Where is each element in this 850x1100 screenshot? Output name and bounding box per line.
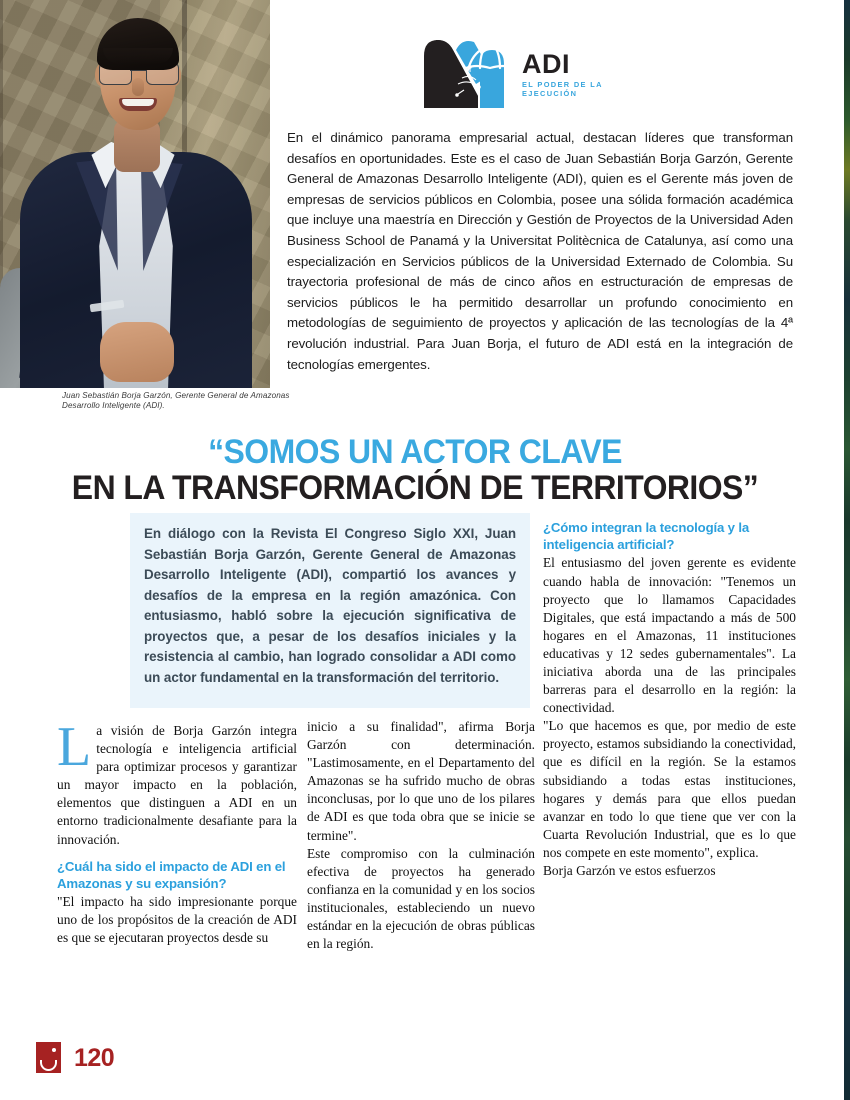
page-number: 120 bbox=[74, 1044, 115, 1072]
photo-caption: Juan Sebastián Borja Garzón, Gerente General de Amazonas Desarrollo Inteligente (ADI). bbox=[62, 391, 290, 411]
subject-nose bbox=[132, 78, 144, 96]
column-1-paragraph-1-text: a visión de Borja Garzón integra tecnología e inteligencia artificial para optimizar procesos y garantizar un mayor impacto en la población, elementos que distinguen a ADI en un entorno tradicionalmente desafiante para la innovación. bbox=[57, 723, 297, 847]
photo-subject bbox=[18, 2, 254, 388]
adi-logo-text bbox=[522, 50, 658, 98]
column-2-paragraph-1: inicio a su finalidad", afirma Borja Garzón con determinación. "Lastimosamente, en el Departamento del Amazonas se ha sufrido mucho de obras inconclusas, por lo que uno de los pilares de ADI es que toda obra que se inicie se termine". bbox=[307, 719, 535, 843]
subject-mouth bbox=[119, 98, 157, 111]
adi-logo bbox=[418, 34, 658, 110]
headline-line-1: “SOMOS UN ACTOR CLAVE bbox=[208, 433, 622, 471]
column-3-paragraph-2: "Lo que hacemos es que, por medio de este proyecto, estamos subsidiando la conectividad, que es difícil en la región. Se la estamos subsidiando a todas estas instituciones, hogares y demás para que ellos puedan avanzar en todo lo que tiene que ver con la Cuarta Revolución Industrial, que es lo que nos compete en este momento", explica. bbox=[543, 718, 796, 860]
column-3-paragraph-1: El entusiasmo del joven gerente es evidente cuando habla de innovación: "Tenemos un proyecto que lo llamamos Capacidades Digitales, que está impactando a más de 500 hogares en el Amazonas, 11 instituciones educativas y 12 sedes gubernamentales". La iniciativa aborda una de las principales barreras para el desarrollo en la región: la conectividad. bbox=[543, 555, 796, 716]
column-1-question-heading: ¿Cuál ha sido el impacto de ADI en el Amazonas y su expansión? bbox=[57, 858, 286, 891]
intro-paragraph: En el dinámico panorama empresarial actual, destacan líderes que transforman desafíos en oportunidades. Este es el caso de Juan Sebastián Borja Garzón, Gerente General de Amazonas Desarrollo Inteligente (ADI), quien es el Gerente más joven de empresas de servicios públicos en Colombia, posee una sólida formación académica que incluye una maestría en Dirección y Gestión de Proyectos de la Universidad Aden Business School de Panamá y la Universitat Politècnica de Catalunya, así como una especialización en Servicios públicos de la Universidad Externado de Colombia. Su trayectoria profesional de más de cinco años en estructuración de empresas de servicios públicos le ha permitido desarrollar un profundo conocimiento en metodologías de seguimiento de proyectos y aplicación de las tecnologías de la 4ª revolución industrial. Para Juan Borja, el futuro de ADI está en la integración de tecnologías emergentes. bbox=[287, 130, 793, 372]
column-3-paragraph-3: Borja Garzón ve estos esfuerzos bbox=[543, 863, 716, 878]
subject-teeth bbox=[122, 99, 154, 106]
standfirst-box bbox=[130, 513, 530, 708]
footer-logo-icon bbox=[36, 1042, 61, 1073]
column-1-paragraph-1 bbox=[57, 716, 297, 849]
page-bleed-strip bbox=[844, 0, 850, 1100]
column-1-paragraph-2: "El impacto ha sido impresionante porque uno de los propósitos de la creación de ADI es que se ejecutaran proyectos desde su bbox=[57, 894, 297, 946]
adi-logo-name: ADI bbox=[522, 49, 570, 79]
portrait-photo bbox=[0, 0, 270, 388]
subject-hair bbox=[97, 18, 179, 70]
body-column-2 bbox=[307, 718, 535, 953]
standfirst-text: En diálogo con la Revista El Congreso Siglo XXI, Juan Sebastián Borja Garzón, Gerente General de Amazonas Desarrollo Inteligente (ADI), compartió los avances y desafíos de la empresa en la región amazónica. Con entusiasmo, habló sobre la ejecución significativa de proyectos que, a pesar de los desafíos iniciales y la resistencia al cambio, han logrado consolidar a ADI como un actor fundamental en la transformación del territorio. bbox=[144, 526, 516, 685]
column-2-paragraph-2: Este compromiso con la culminación efectiva de proyectos ha generado confianza en la comunidad y en los socios institucionales, estableciendo un nuevo estándar en la ejecución de obras públicas en la región. bbox=[307, 845, 535, 952]
article-headline bbox=[30, 434, 800, 506]
adi-logo-mark-icon bbox=[418, 34, 518, 110]
column-3-question-heading: ¿Cómo integran la tecnología y la inteligencia artificial? bbox=[543, 520, 750, 553]
body-column-3 bbox=[543, 519, 796, 880]
drop-cap: L bbox=[57, 716, 92, 778]
headline-line-2: EN LA TRANSFORMACIÓN DE TERRITORIOS” bbox=[71, 469, 759, 507]
subject-hands bbox=[100, 322, 174, 382]
body-column-1 bbox=[57, 716, 297, 947]
adi-logo-tagline: EL PODER DE LA EJECUCIÓN bbox=[522, 80, 603, 98]
